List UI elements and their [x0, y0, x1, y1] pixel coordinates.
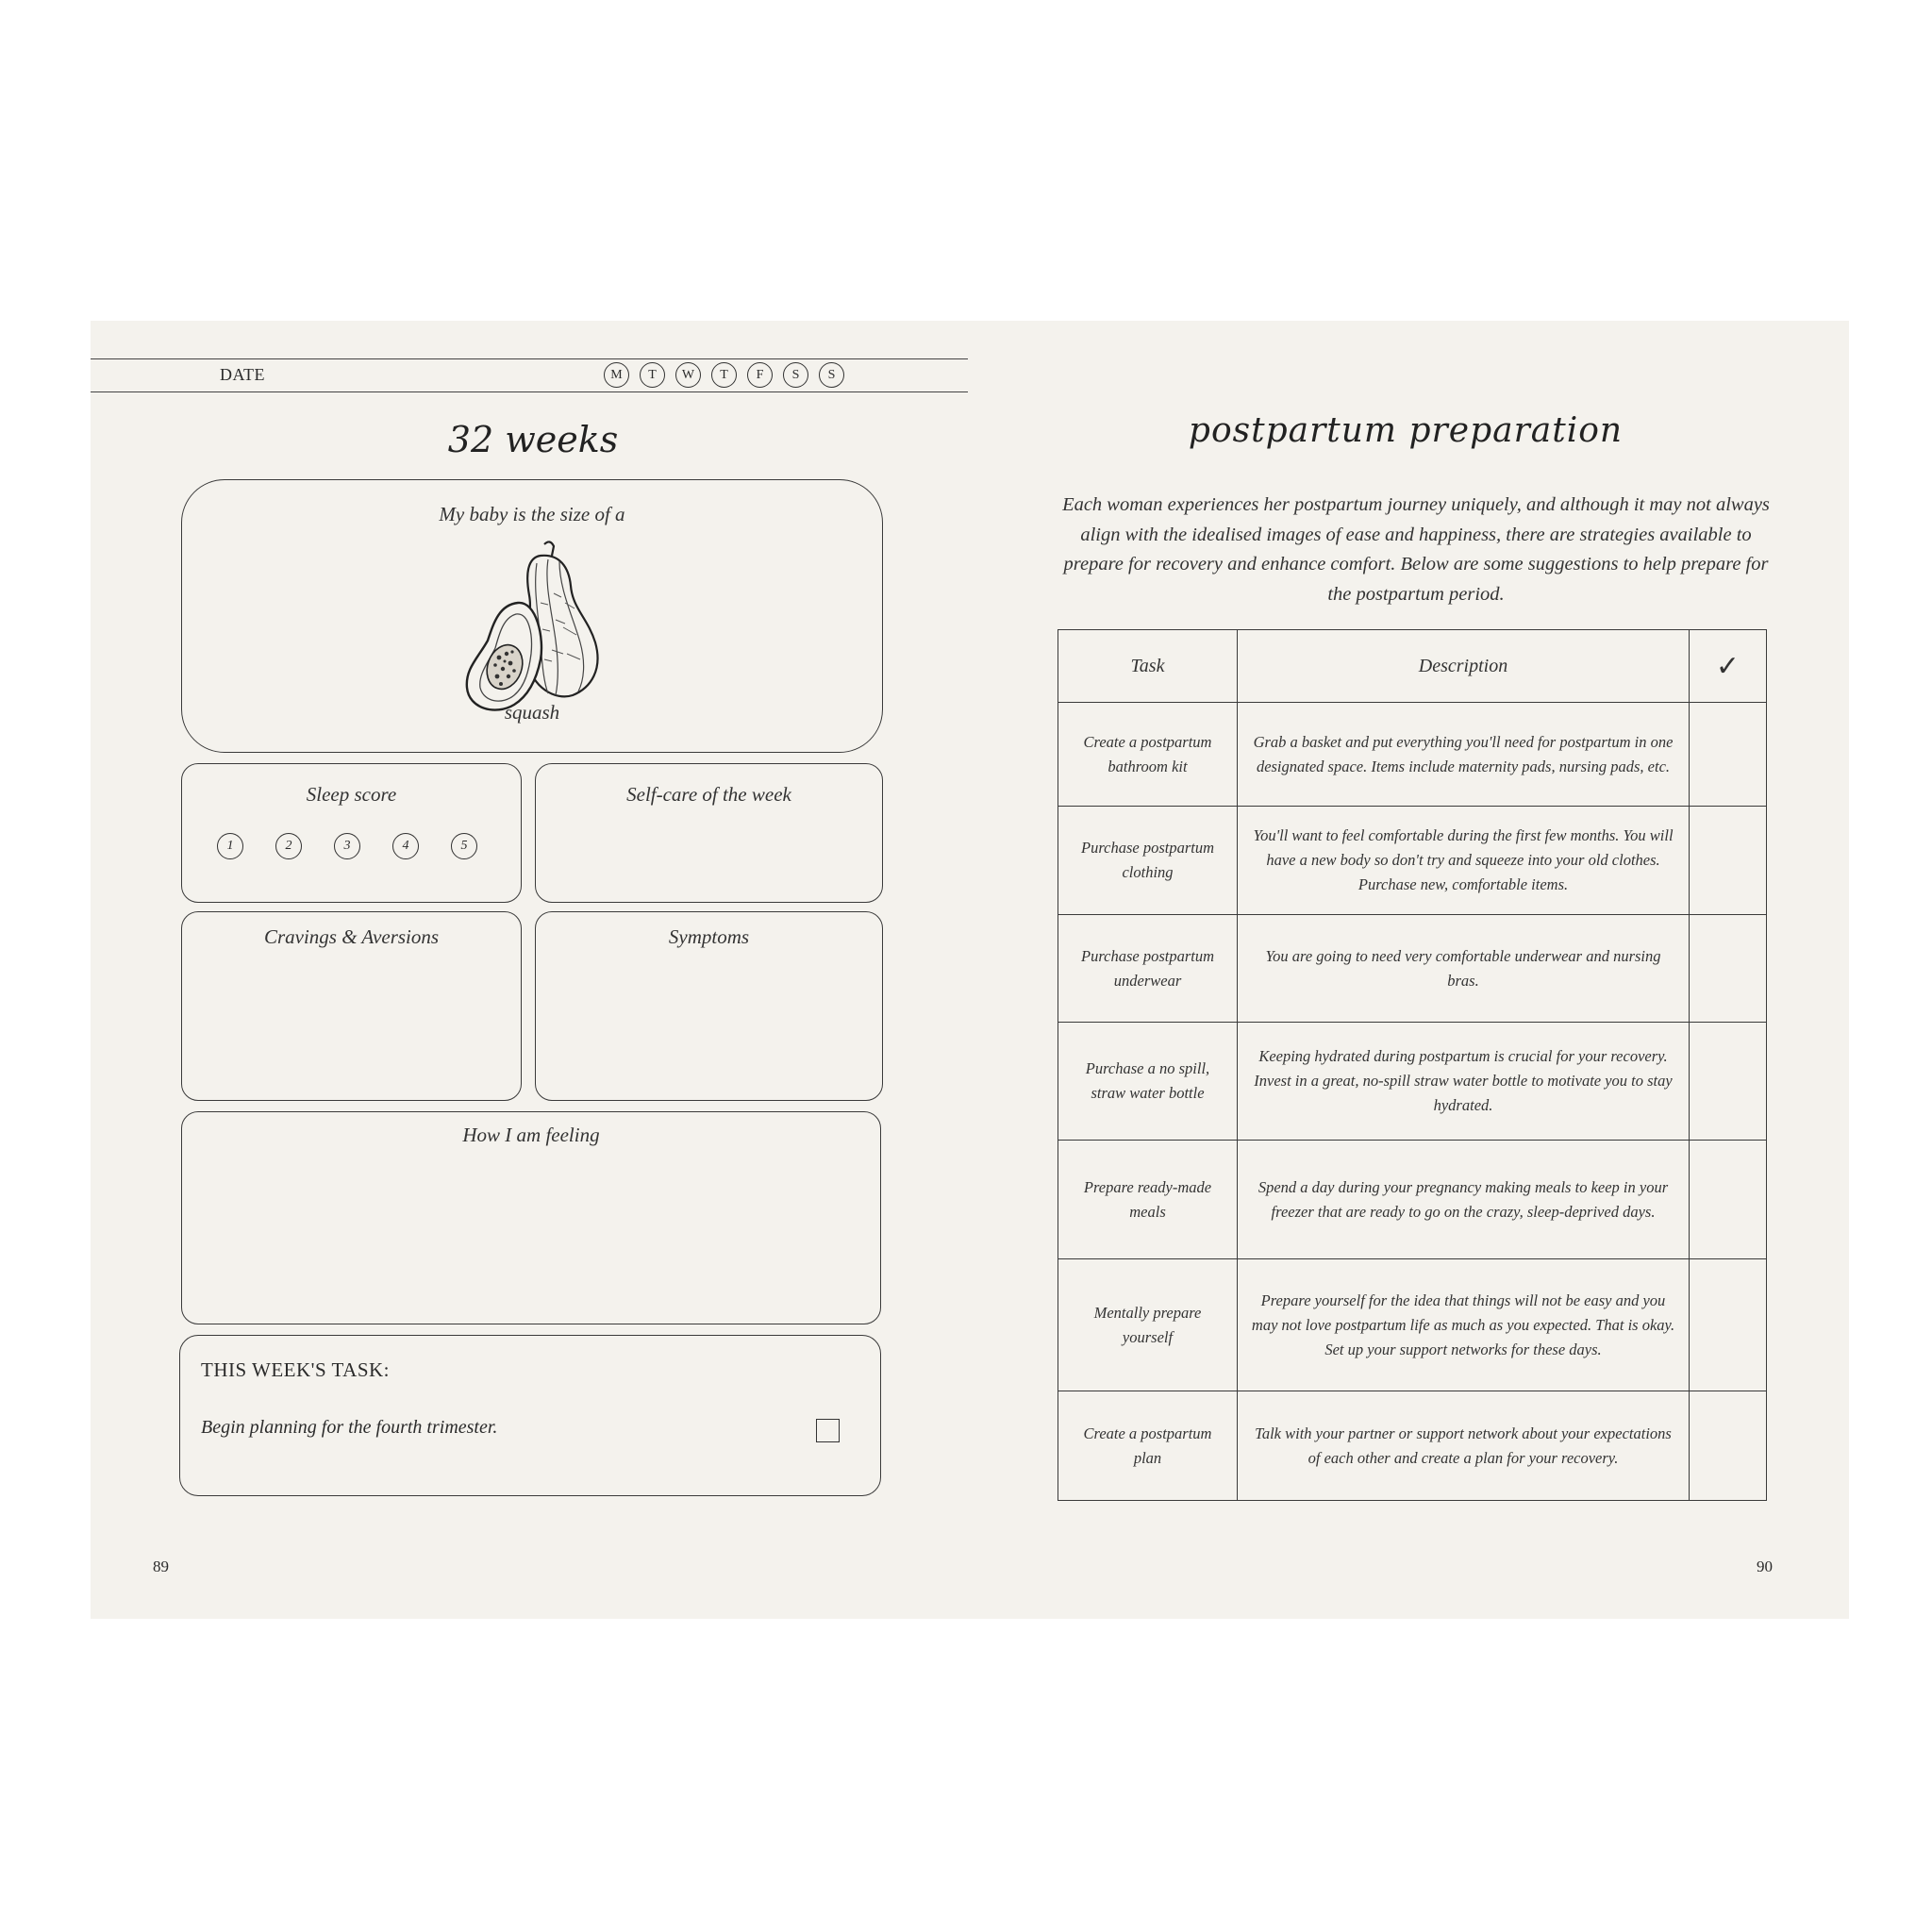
sleep-score-1[interactable]: 1: [217, 833, 243, 859]
baby-size-fruit: squash: [504, 701, 560, 724]
date-label: DATE: [220, 365, 265, 384]
self-care-label: Self-care of the week: [626, 783, 791, 806]
header-task: Task: [1058, 630, 1238, 703]
weekly-task-heading: THIS WEEK'S TASK:: [201, 1358, 391, 1381]
baby-size-label: My baby is the size of a: [439, 503, 625, 525]
sleep-score-4[interactable]: 4: [392, 833, 419, 859]
sleep-score-5[interactable]: 5: [451, 833, 477, 859]
row-check-cell[interactable]: [1690, 915, 1767, 1023]
row-task: Mentally prepare yourself: [1058, 1259, 1238, 1391]
table-row: [1058, 1259, 1767, 1391]
cravings-box[interactable]: [181, 911, 522, 1101]
row-task: Create a postpartum plan: [1058, 1391, 1238, 1501]
date-rule-bottom: [91, 391, 968, 392]
preparation-table: [1058, 629, 1767, 1501]
row-check-cell[interactable]: [1690, 807, 1767, 915]
postpartum-title: postpartum preparation: [1188, 411, 1624, 450]
table-row: [1058, 915, 1767, 1023]
weekly-task-box: [179, 1335, 881, 1496]
day-friday[interactable]: F: [747, 362, 773, 388]
row-description: Talk with your partner or support network about your expectations of each other and create a plan for your recovery.: [1238, 1391, 1690, 1501]
date-rule-top: [91, 358, 968, 359]
page-number-right: 90: [1757, 1557, 1773, 1575]
weekly-task-checkbox[interactable]: [816, 1419, 840, 1442]
checkmark-icon: ✓: [1690, 630, 1767, 703]
symptoms-label: Symptoms: [668, 925, 750, 948]
row-check-cell[interactable]: [1690, 703, 1767, 807]
day-sunday[interactable]: S: [819, 362, 844, 388]
table-row: [1058, 1391, 1767, 1501]
row-description: Grab a basket and put everything you'll need for postpartum in one designated space. Items include maternity pads, nursing pads, etc.: [1238, 703, 1690, 807]
self-care-box[interactable]: [535, 763, 883, 903]
row-check-cell[interactable]: [1690, 1259, 1767, 1391]
row-description: Spend a day during your pregnancy making meals to keep in your freezer that are ready to go on the crazy, sleep-deprived days.: [1238, 1141, 1690, 1259]
row-task: Purchase postpartum clothing: [1058, 807, 1238, 915]
feeling-box[interactable]: [181, 1111, 881, 1324]
day-saturday[interactable]: S: [783, 362, 808, 388]
sleep-score-3[interactable]: 3: [334, 833, 360, 859]
day-tuesday[interactable]: T: [640, 362, 665, 388]
header-description: Description: [1238, 630, 1690, 703]
symptoms-box[interactable]: [535, 911, 883, 1101]
week-title: 32 weeks: [447, 419, 619, 460]
row-check-cell[interactable]: [1690, 1391, 1767, 1501]
sleep-score-label: Sleep score: [306, 783, 397, 806]
table-header-row: [1058, 630, 1767, 703]
table-row: [1058, 807, 1767, 915]
day-monday[interactable]: M: [604, 362, 629, 388]
table-row: [1058, 1141, 1767, 1259]
row-task: Purchase a no spill, straw water bottle: [1058, 1023, 1238, 1141]
intro-paragraph: Each woman experiences her postpartum journey uniquely, and although it may not always align with the idealised images of ease and happiness, there are strategies available to prepare for recovery and enhance comfort. Below are some suggestions to help prepare for the postpartum period.: [1062, 494, 1770, 605]
squash-icon: [461, 537, 612, 716]
row-check-cell[interactable]: [1690, 1141, 1767, 1259]
row-task: Purchase postpartum underwear: [1058, 915, 1238, 1023]
row-task: Create a postpartum bathroom kit: [1058, 703, 1238, 807]
row-check-cell[interactable]: [1690, 1023, 1767, 1141]
weekly-task-text: Begin planning for the fourth trimester.: [201, 1417, 498, 1438]
sleep-score-2[interactable]: 2: [275, 833, 302, 859]
day-wednesday[interactable]: W: [675, 362, 701, 388]
row-task: Prepare ready-made meals: [1058, 1141, 1238, 1259]
day-thursday[interactable]: T: [711, 362, 737, 388]
row-description: You are going to need very comfortable underwear and nursing bras.: [1238, 915, 1690, 1023]
cravings-label: Cravings & Aversions: [263, 925, 440, 948]
baby-size-box: [181, 479, 883, 753]
row-description: Prepare yourself for the idea that things will not be easy and you may not love postpartum life as much as you expected. That is okay. Set up your support networks for these days.: [1238, 1259, 1690, 1391]
page-number-left: 89: [153, 1557, 169, 1575]
feeling-label: How I am feeling: [462, 1124, 600, 1146]
row-description: You'll want to feel comfortable during the first few months. You will have a new body so don't try and squeeze into your old clothes. Purchase new, comfortable items.: [1238, 807, 1690, 915]
row-description: Keeping hydrated during postpartum is crucial for your recovery. Invest in a great, no-spill straw water bottle to motivate you to stay hydrated.: [1238, 1023, 1690, 1141]
table-row: [1058, 1023, 1767, 1141]
table-row: [1058, 703, 1767, 807]
